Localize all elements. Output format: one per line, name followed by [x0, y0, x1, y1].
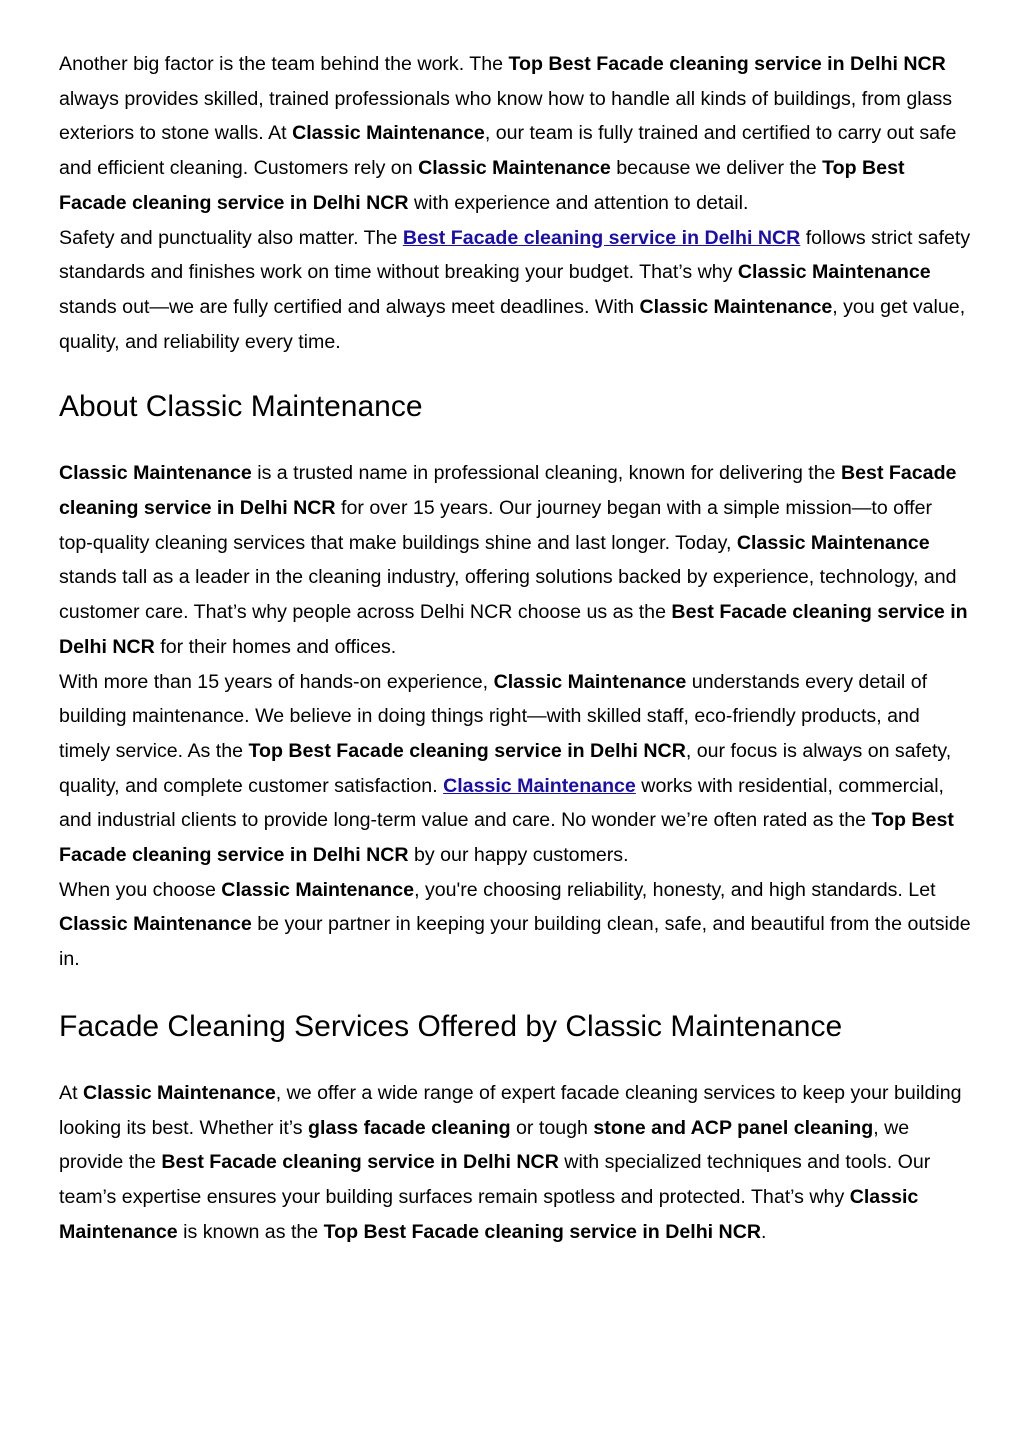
bold-text: Top Best Facade cleaning service in Delhi NCR	[508, 53, 946, 75]
text-run: with experience and attention to detail.	[408, 191, 749, 214]
document-page	[59, 47, 971, 1249]
intro-paragraph-safety	[59, 221, 971, 360]
bold-text: glass facade cleaning	[308, 1116, 511, 1139]
text-run: , you get value, quality, and reliability every time.	[59, 295, 966, 353]
text-run: Another big factor is the team behind the work. The	[59, 53, 509, 75]
text-run: because we deliver the	[610, 157, 823, 180]
text-run: be your partner in keeping your building clean, safe, and beautiful from the outside in.	[59, 913, 971, 971]
bold-text: Classic Maintenance	[639, 295, 833, 318]
about-heading: About Classic Maintenance	[59, 390, 423, 424]
text-run: , our team is fully trained and certified to carry out safe and efficient cleaning. Customers rely on	[59, 122, 957, 180]
bold-text: Classic Maintenance	[418, 157, 611, 180]
bold-text: Classic Maintenance	[292, 122, 485, 145]
text-run: for over 15 years. Our journey began with a simple mission—to offer top-quality cleaning services that make buildings shine and last longer. Today,	[59, 497, 933, 554]
text-run: stands tall as a leader in the cleaning industry, offering solutions backed by experience, technology, and customer care. That’s why people across Delhi NCR choose us as the	[59, 566, 957, 624]
bold-text: stone and ACP panel cleaning	[593, 1116, 874, 1139]
bold-text: Classic Maintenance	[736, 531, 930, 554]
text-run: or tough	[510, 1116, 594, 1139]
text-run: works with residential, commercial, and industrial clients to provide long-term value and care. No wonder we’re often rated as the	[59, 774, 944, 832]
bold-text: Best Facade cleaning service in Delhi NCR	[161, 1151, 559, 1174]
inline-link[interactable]: Best Facade cleaning service in Delhi NCR	[402, 226, 801, 249]
bold-text: Classic Maintenance	[221, 878, 415, 901]
bold-text: Top Best Facade cleaning service in Delhi NCR	[59, 157, 905, 214]
services-paragraph	[59, 1076, 971, 1250]
text-run: is known as the	[177, 1220, 324, 1243]
bold-text: Classic Maintenance	[737, 261, 931, 284]
bold-text: Classic Maintenance	[59, 913, 252, 936]
text-run: with specialized techniques and tools. Our team’s expertise ensures your building surfaces remain spotless and protected. That’s why	[59, 1151, 931, 1208]
text-run: is a trusted name in professional cleaning, known for delivering the	[251, 462, 841, 485]
bold-text: Classic Maintenance	[493, 670, 687, 693]
text-run: Safety and punctuality also matter. The	[59, 226, 403, 249]
text-run: , our focus is always on safety, quality, and complete customer satisfaction.	[59, 739, 952, 797]
text-run: When you choose	[59, 878, 222, 901]
text-run: , we provide the	[59, 1116, 910, 1174]
text-run: follows strict safety standards and finishes work on time without breaking your budget. That’s why	[59, 226, 971, 284]
intro-paragraph-team	[59, 47, 971, 221]
text-run: .	[761, 1220, 767, 1243]
text-run: With more than 15 years of hands-on experience,	[59, 670, 494, 693]
text-run: by our happy customers.	[408, 844, 629, 867]
text-run: At	[59, 1081, 83, 1104]
bold-text: Classic Maintenance	[59, 462, 252, 485]
bold-text: Best Facade cleaning service in Delhi NCR	[59, 601, 968, 658]
bold-text: Top Best Facade cleaning service in Delhi NCR	[323, 1220, 761, 1243]
about-paragraph-trusted	[59, 456, 971, 664]
bold-text: Top Best Facade cleaning service in Delhi NCR	[248, 739, 686, 762]
bold-text: Best Facade cleaning service in Delhi NCR	[59, 462, 957, 520]
text-run: stands out—we are fully certified and always meet deadlines. With	[59, 295, 640, 318]
text-run: understands every detail of building maintenance. We believe in doing things right—with skilled staff, eco-friendly products, and timely service. As the	[59, 670, 928, 762]
bold-text: Classic Maintenance	[82, 1081, 276, 1104]
text-run: always provides skilled, trained professionals who know how to handle all kinds of buildings, from glass exteriors to stone walls. At	[59, 87, 953, 145]
about-paragraph-experience	[59, 665, 971, 873]
services-heading: Facade Cleaning Services Offered by Classic Maintenance	[59, 1009, 843, 1043]
text-run: , you're choosing reliability, honesty, and high standards. Let	[414, 878, 936, 901]
inline-link[interactable]: Classic Maintenance	[443, 774, 636, 797]
text-run: , we offer a wide range of expert facade cleaning services to keep your building looking its best. Whether it’s	[59, 1081, 962, 1139]
text-run: for their homes and offices.	[154, 635, 397, 658]
bold-text: Classic Maintenance	[59, 1185, 919, 1243]
about-paragraph-choose	[59, 873, 971, 977]
bold-text: Top Best Facade cleaning service in Delhi NCR	[59, 809, 954, 867]
